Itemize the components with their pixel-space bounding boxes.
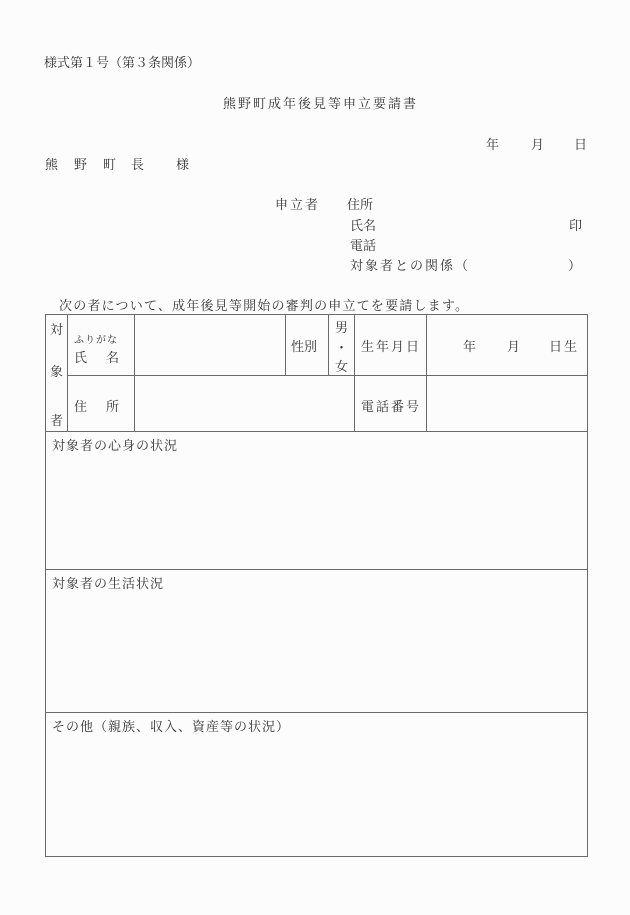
subject-label-char: 象 [50, 365, 64, 380]
form-number: 様式第１号（第３条関係） [44, 56, 201, 71]
relation-label: 対象者との関係（ [350, 259, 471, 274]
subject-label-char: 者 [50, 414, 64, 429]
furigana-label: ふりがな [74, 335, 118, 346]
gender-option-male[interactable]: 男 [335, 321, 349, 336]
addressee-char: 熊 [45, 158, 59, 173]
subject-phone-field[interactable] [427, 376, 587, 431]
relation-close: ） [568, 259, 582, 274]
mental-physical-label: 対象者の心身の状況 [52, 439, 179, 454]
addressee-char: 長 [131, 158, 145, 173]
addressee-char: 町 [103, 158, 117, 173]
request-sentence: 次の者について、成年後見等開始の審判の申立てを要請します。 [59, 299, 470, 314]
applicant-label: 申立者 [275, 198, 321, 213]
birthdate-month: 月 [507, 340, 521, 355]
birthdate-day: 日生 [549, 340, 580, 355]
applicant-name-label: 氏名 [350, 219, 377, 234]
gender-option-female[interactable]: 女 [335, 360, 349, 375]
mental-physical-field[interactable] [46, 452, 587, 568]
document-title: 熊野町成年後見等申立要請書 [223, 97, 419, 112]
other-info-field[interactable] [46, 733, 587, 855]
birthdate-year: 年 [463, 340, 477, 355]
subject-phone-label: 電話番号 [361, 400, 422, 415]
subject-address-field[interactable] [135, 376, 354, 431]
other-info-label: その他（親族、収入、資産等の状況） [52, 720, 291, 735]
gender-label: 性別 [291, 340, 318, 355]
addressee-char: 野 [74, 158, 88, 173]
gender-separator: ・ [335, 341, 349, 356]
living-situation-label: 対象者の生活状況 [52, 577, 165, 592]
date-year-label: 年 [486, 138, 500, 153]
subject-address-label: 住 所 [74, 400, 123, 415]
living-situation-field[interactable] [46, 590, 587, 711]
addressee-honorific: 様 [176, 158, 190, 173]
subject-label-char: 対 [50, 323, 64, 338]
subject-name-field[interactable] [135, 315, 285, 375]
date-month-label: 月 [531, 138, 545, 153]
date-day-label: 日 [574, 138, 588, 153]
seal-label: 印 [569, 219, 583, 234]
applicant-phone-label: 電話 [350, 239, 377, 254]
subject-name-label: 氏 名 [74, 351, 123, 366]
birthdate-label: 生年月日 [361, 340, 422, 355]
applicant-address-label: 住所 [347, 198, 374, 213]
